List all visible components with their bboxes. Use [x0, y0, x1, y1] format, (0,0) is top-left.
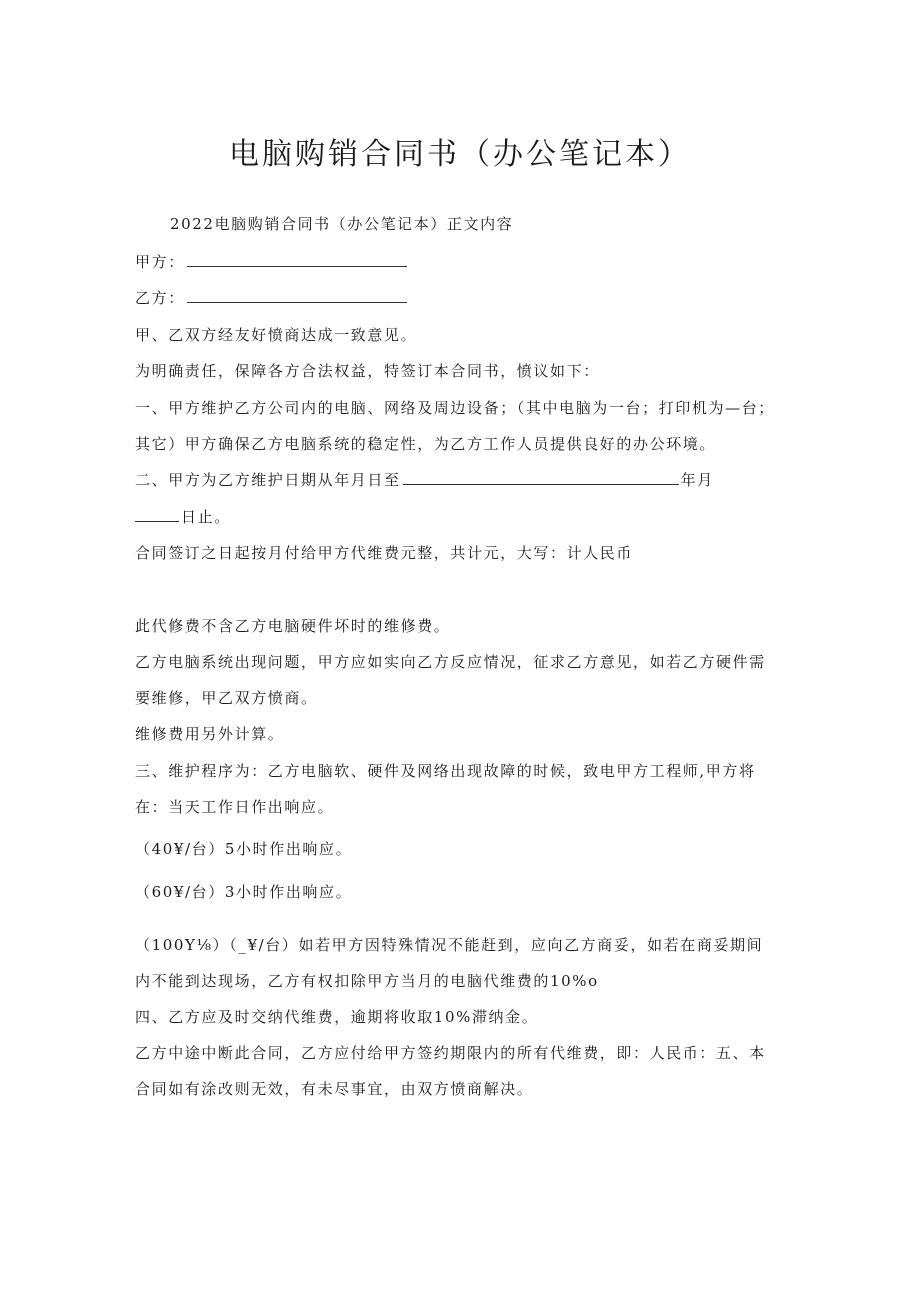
- document-title: 电脑购销合同书（办公笔记本）: [229, 137, 691, 172]
- paragraph-text: 日止。: [181, 508, 231, 526]
- paragraph: 乙方电脑系统出现问题，甲方应如实向乙方反应情况，征求乙方意见，如若乙方硬件需: [135, 653, 766, 671]
- paragraph: （40¥/台）5小时作出响应。: [135, 840, 353, 858]
- party-a-label: 甲方：: [135, 253, 185, 271]
- paragraph-text: 二、甲方为乙方维护日期从年月日至: [135, 471, 401, 489]
- paragraph-text: 年月: [680, 471, 714, 489]
- maintenance-period-line: [135, 469, 714, 491]
- document-subtitle: 2022电脑购销合同书（办公笔记本）正文内容: [170, 215, 514, 233]
- party-a-line: [135, 251, 407, 273]
- party-b-label: 乙方：: [135, 289, 185, 307]
- paragraph: 在：当天工作日作出响应。: [135, 798, 335, 816]
- paragraph: 其它）甲方确保乙方电脑系统的稳定性，为乙方工作人员提供良好的办公环境。: [135, 435, 717, 453]
- paragraph: 一、甲方维护乙方公司内的电脑、网络及周边设备；（其中电脑为一台；打印机为—台；: [135, 399, 775, 417]
- paragraph: 内不能到达现场，乙方有权扣除甲方当月的电脑代维费的10%o: [135, 972, 599, 990]
- maintenance-period-end-line: [135, 506, 231, 528]
- paragraph: 维修费用另外计算。: [135, 725, 285, 743]
- paragraph: 为明确责任，保障各方合法权益，特签订本合同书，愤议如下：: [135, 362, 600, 380]
- paragraph: 乙方中途中断此合同，乙方应付给甲方签约期限内的所有代维费，即：人民币：五、本: [135, 1044, 766, 1062]
- paragraph: （100Y⅛）（_¥/台）如若甲方因特殊情况不能赶到，应向乙方商妥，如若在商妥期间: [135, 936, 764, 954]
- paragraph: （60¥/台）3小时作出响应。: [135, 883, 353, 901]
- end-day-blank: [135, 506, 179, 522]
- paragraph: 要维修，甲乙双方愤商。: [135, 689, 318, 707]
- paragraph: 此代修费不含乙方电脑硬件坏时的维修费。: [135, 617, 451, 635]
- paragraph: 甲、乙双方经友好愤商达成一致意见。: [135, 326, 418, 344]
- paragraph: 四、乙方应及时交纳代维费，逾期将收取10%滞纳金。: [135, 1008, 539, 1026]
- paragraph: 合同如有涂改则无效，有未尽事宜，由双方愤商解决。: [135, 1080, 534, 1098]
- paragraph: 合同签订之日起按月付给甲方代维费元整，共计元，大写：计人民币: [135, 544, 634, 562]
- party-b-line: [135, 287, 407, 309]
- party-b-blank: [187, 287, 407, 303]
- end-date-blank: [403, 469, 679, 485]
- party-a-blank: [187, 251, 407, 267]
- paragraph: 三、维护程序为：乙方电脑软、硬件及网络出现故障的时候，致电甲方工程师,甲方将: [135, 762, 756, 780]
